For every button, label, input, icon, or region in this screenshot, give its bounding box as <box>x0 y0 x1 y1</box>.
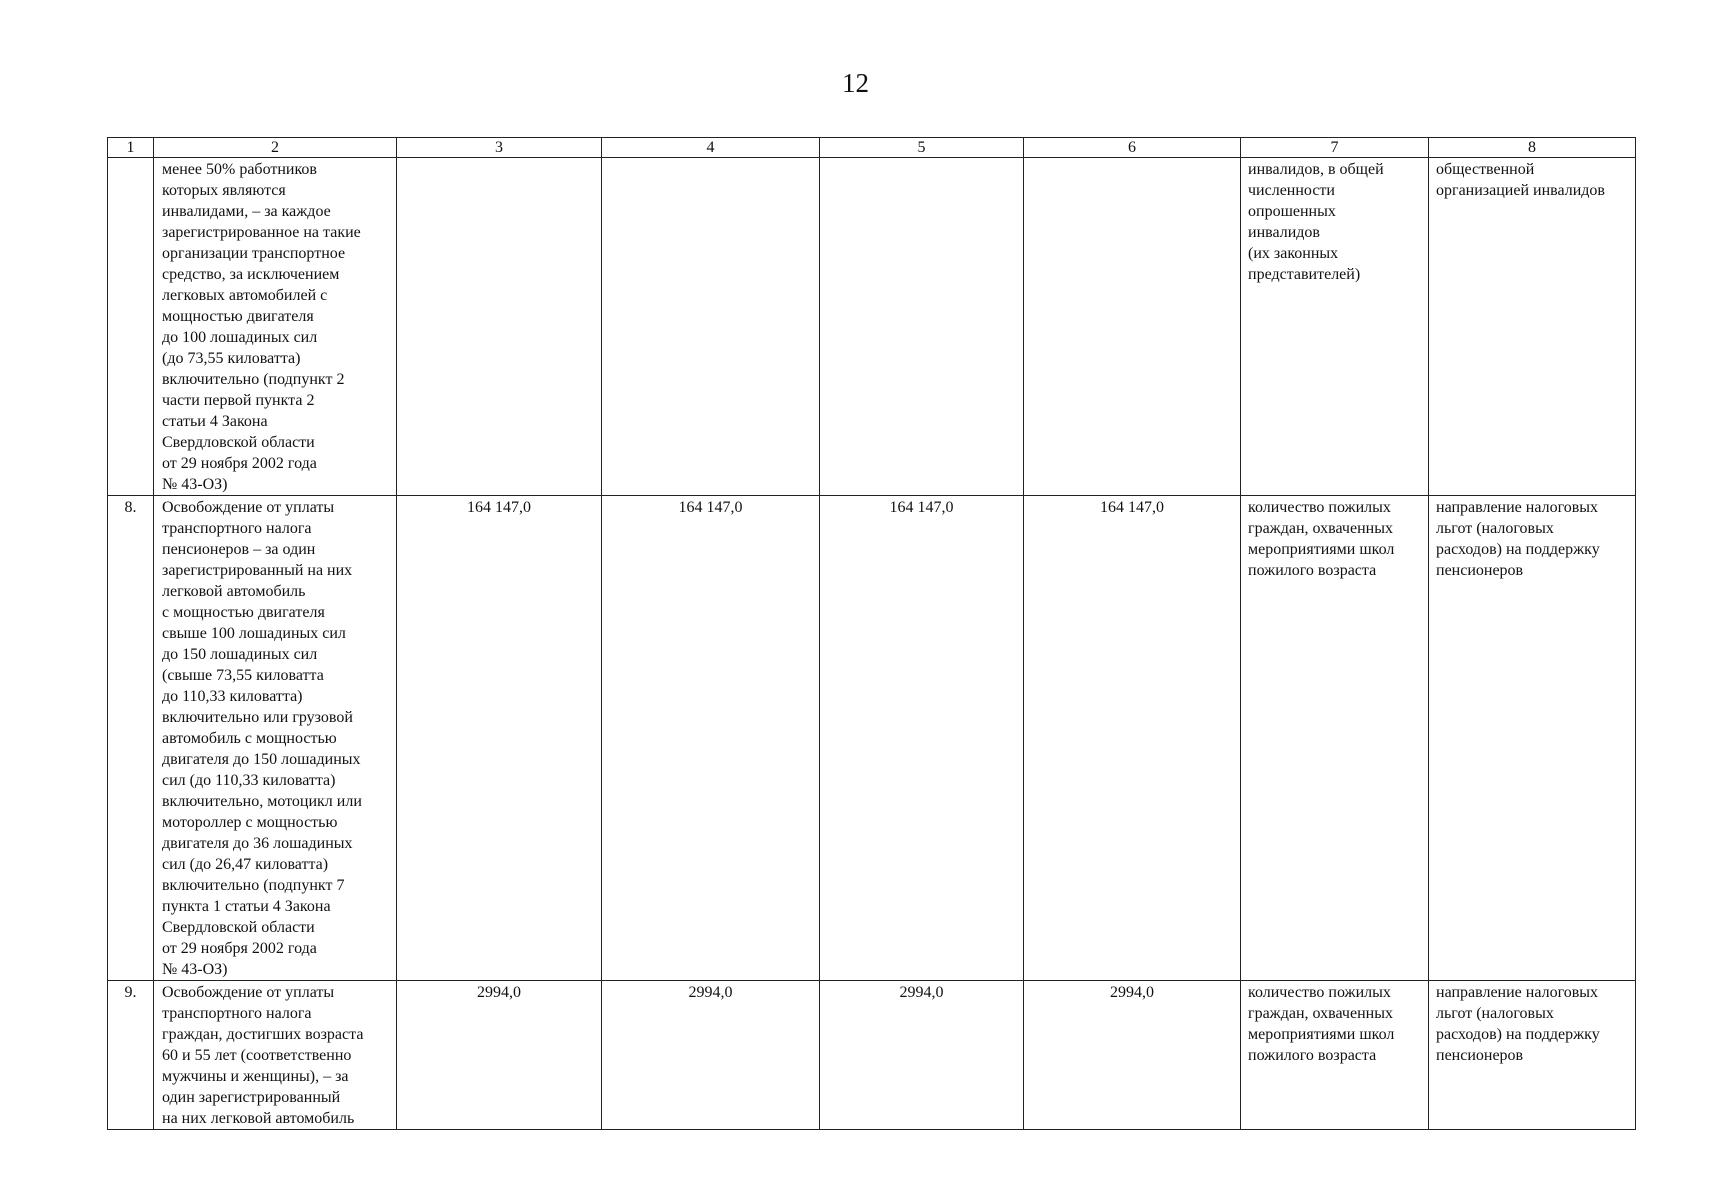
benefits-table <box>107 137 1636 1130</box>
value-col6: 2994,0 <box>1024 981 1241 1130</box>
benefit-description: Освобождение от уплаты транспортного налога граждан, достигших возраста 60 и 55 лет (соответственно мужчины и женщины), – за один зарегистрированный на них легковой автомобиль <box>154 981 397 1130</box>
value-col4 <box>602 158 820 496</box>
column-header: 4 <box>602 138 820 158</box>
value-col4: 2994,0 <box>602 981 820 1130</box>
column-header: 7 <box>1241 138 1429 158</box>
value-col5 <box>820 158 1024 496</box>
purpose-text: направление налоговых льгот (налоговых расходов) на поддержку пенсионеров <box>1429 981 1636 1130</box>
purpose-text: общественной организацией инвалидов <box>1429 158 1636 496</box>
column-header: 6 <box>1024 138 1241 158</box>
row-number: 9. <box>108 981 154 1130</box>
value-col3: 2994,0 <box>397 981 602 1130</box>
indicator-text: количество пожилых граждан, охваченных мероприятиями школ пожилого возраста <box>1241 981 1429 1130</box>
value-col5: 164 147,0 <box>820 496 1024 981</box>
value-col6: 164 147,0 <box>1024 496 1241 981</box>
indicator-text: количество пожилых граждан, охваченных мероприятиями школ пожилого возраста <box>1241 496 1429 981</box>
value-col3: 164 147,0 <box>397 496 602 981</box>
row-number: 8. <box>108 496 154 981</box>
purpose-text: направление налоговых льгот (налоговых расходов) на поддержку пенсионеров <box>1429 496 1636 981</box>
column-header: 5 <box>820 138 1024 158</box>
value-col4: 164 147,0 <box>602 496 820 981</box>
benefit-description: менее 50% работников которых являются инвалидами, – за каждое зарегистрированное на такие организации транспортное средство, за исключением легковых автомобилей с мощностью двигателя до 100 лошадиных сил (до 73,55 киловатта) включительно (подпункт 2 части первой пункта 2 статьи 4 Закона Свердловской области от 29 ноября 2002 года № 43-ОЗ) <box>154 158 397 496</box>
value-col3 <box>397 158 602 496</box>
column-header: 3 <box>397 138 602 158</box>
page-number: 12 <box>842 68 869 98</box>
column-header: 8 <box>1429 138 1636 158</box>
column-header: 2 <box>154 138 397 158</box>
indicator-text: инвалидов, в общей численности опрошенных инвалидов (их законных представителей) <box>1241 158 1429 496</box>
value-col6 <box>1024 158 1241 496</box>
value-col5: 2994,0 <box>820 981 1024 1130</box>
table-row <box>108 981 1636 1130</box>
benefit-description: Освобождение от уплаты транспортного налога пенсионеров – за один зарегистрированный на них легковой автомобиль с мощностью двигателя свыше 100 лошадиных сил до 150 лошадиных сил (свыше 73,55 киловатта до 110,33 киловатта) включительно или грузовой автомобиль с мощностью двигателя до 150 лошадиных сил (до 110,33 киловатта) включительно, мотоцикл или мотороллер с мощностью двигателя до 36 лошадиных сил (до 26,47 киловатта) включительно (подпункт 7 пункта 1 статьи 4 Закона Свердловской области от 29 ноября 2002 года № 43-ОЗ) <box>154 496 397 981</box>
table-row <box>108 496 1636 981</box>
column-header: 1 <box>108 138 154 158</box>
table-row <box>108 158 1636 496</box>
column-number-row <box>108 138 1636 158</box>
row-number <box>108 158 154 496</box>
